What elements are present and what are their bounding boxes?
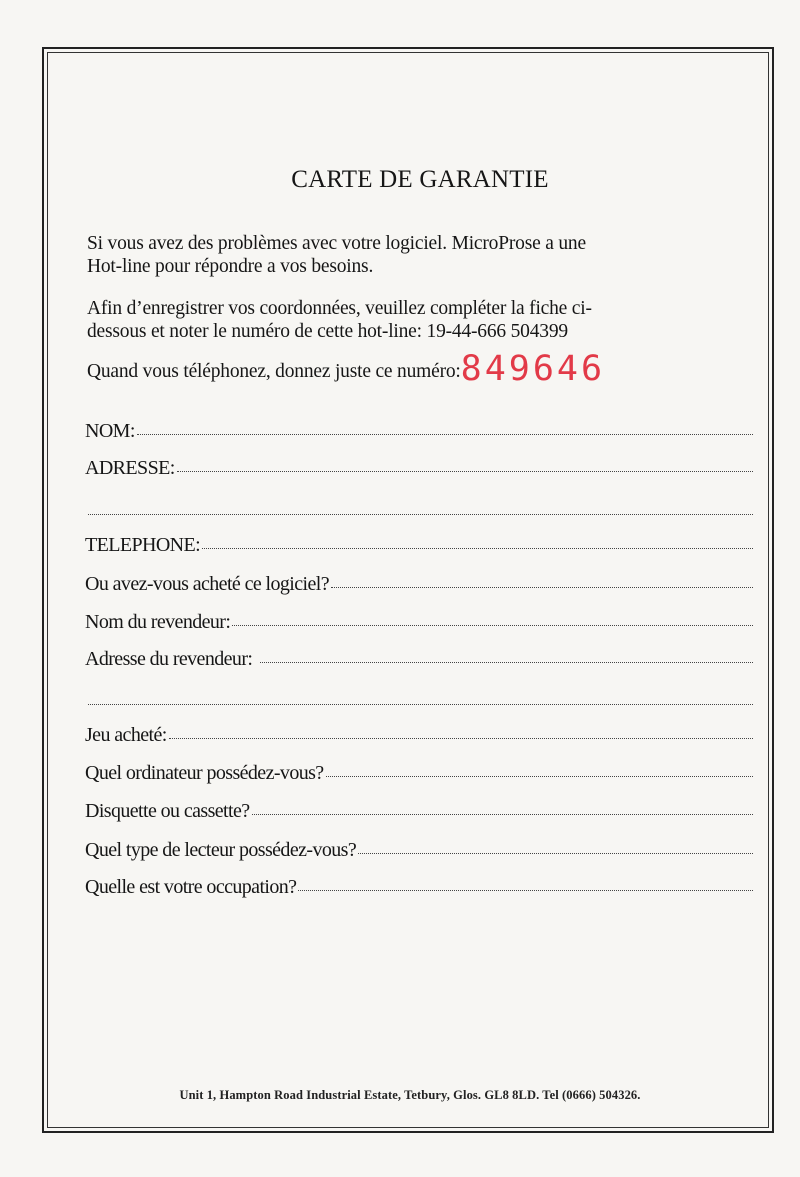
ordinateur-dotted-line[interactable] [326, 776, 753, 777]
call-paragraph [87, 349, 727, 389]
support-field[interactable] [85, 800, 753, 826]
nom-revendeur-dotted-line[interactable] [232, 625, 753, 626]
adresse-label: ADRESSE: [85, 457, 175, 479]
register-line-1: Afin d’enregistrer vos coordonnées, veuillez compléter la fiche ci- [87, 298, 592, 319]
lieu-achat-field[interactable] [85, 573, 753, 599]
lecteur-field[interactable] [85, 839, 753, 865]
adresse-field[interactable] [85, 457, 753, 483]
adresse-continuation-line[interactable] [88, 514, 753, 515]
adresse-revendeur-dotted-line[interactable] [260, 662, 753, 663]
adresse-revendeur-field[interactable] [85, 648, 753, 674]
support-dotted-line[interactable] [252, 814, 753, 815]
footer-address: Unit 1, Hampton Road Industrial Estate, Tetbury, Glos. GL8 8LD. Tel (0666) 504326. [179, 1088, 641, 1102]
register-paragraph [87, 297, 727, 343]
telephone-field[interactable] [85, 534, 753, 560]
adresse-revendeur-label: Adresse du revendeur: [85, 648, 253, 670]
lieu-achat-label: Ou avez-vous acheté ce logiciel? [85, 573, 329, 595]
support-label: Disquette ou cassette? [85, 800, 250, 822]
intro-paragraph [87, 232, 727, 278]
telephone-label: TELEPHONE: [85, 534, 201, 556]
nom-dotted-line[interactable] [137, 434, 753, 435]
occupation-field[interactable] [85, 876, 753, 902]
adresse-revendeur-continuation-line[interactable] [88, 704, 753, 705]
call-text: Quand vous téléphonez, donnez juste ce numéro: [87, 361, 461, 382]
lieu-achat-dotted-line[interactable] [331, 587, 753, 588]
call-line [87, 349, 727, 389]
telephone-dotted-line[interactable] [202, 548, 753, 549]
adresse-dotted-line[interactable] [177, 471, 753, 472]
intro-line-2: Hot-line pour répondre a vos besoins. [87, 256, 374, 277]
lecteur-dotted-line[interactable] [358, 853, 753, 854]
nom-revendeur-label: Nom du revendeur: [85, 611, 231, 633]
jeu-achete-field[interactable] [85, 724, 753, 750]
occupation-label: Quelle est votre occupation? [85, 876, 297, 898]
register-line-2: dessous et noter le numéro de cette hot-line: 19-44-666 504399 [87, 321, 568, 342]
ordinateur-field[interactable] [85, 762, 753, 788]
ordinateur-label: Quel ordinateur possédez-vous? [85, 762, 324, 784]
nom-label: NOM: [85, 420, 135, 442]
occupation-dotted-line[interactable] [298, 890, 753, 891]
jeu-achete-dotted-line[interactable] [169, 738, 753, 739]
jeu-achete-label: Jeu acheté: [85, 724, 167, 746]
card-title: CARTE DE GARANTIE [291, 166, 549, 193]
serial-number-stamp: 849646 [460, 349, 606, 389]
nom-revendeur-field[interactable] [85, 611, 753, 637]
intro-line-1: Si vous avez des problèmes avec votre logiciel. MicroProse a une [87, 233, 586, 254]
nom-field[interactable] [85, 420, 753, 446]
lecteur-label: Quel type de lecteur possédez-vous? [85, 839, 357, 861]
